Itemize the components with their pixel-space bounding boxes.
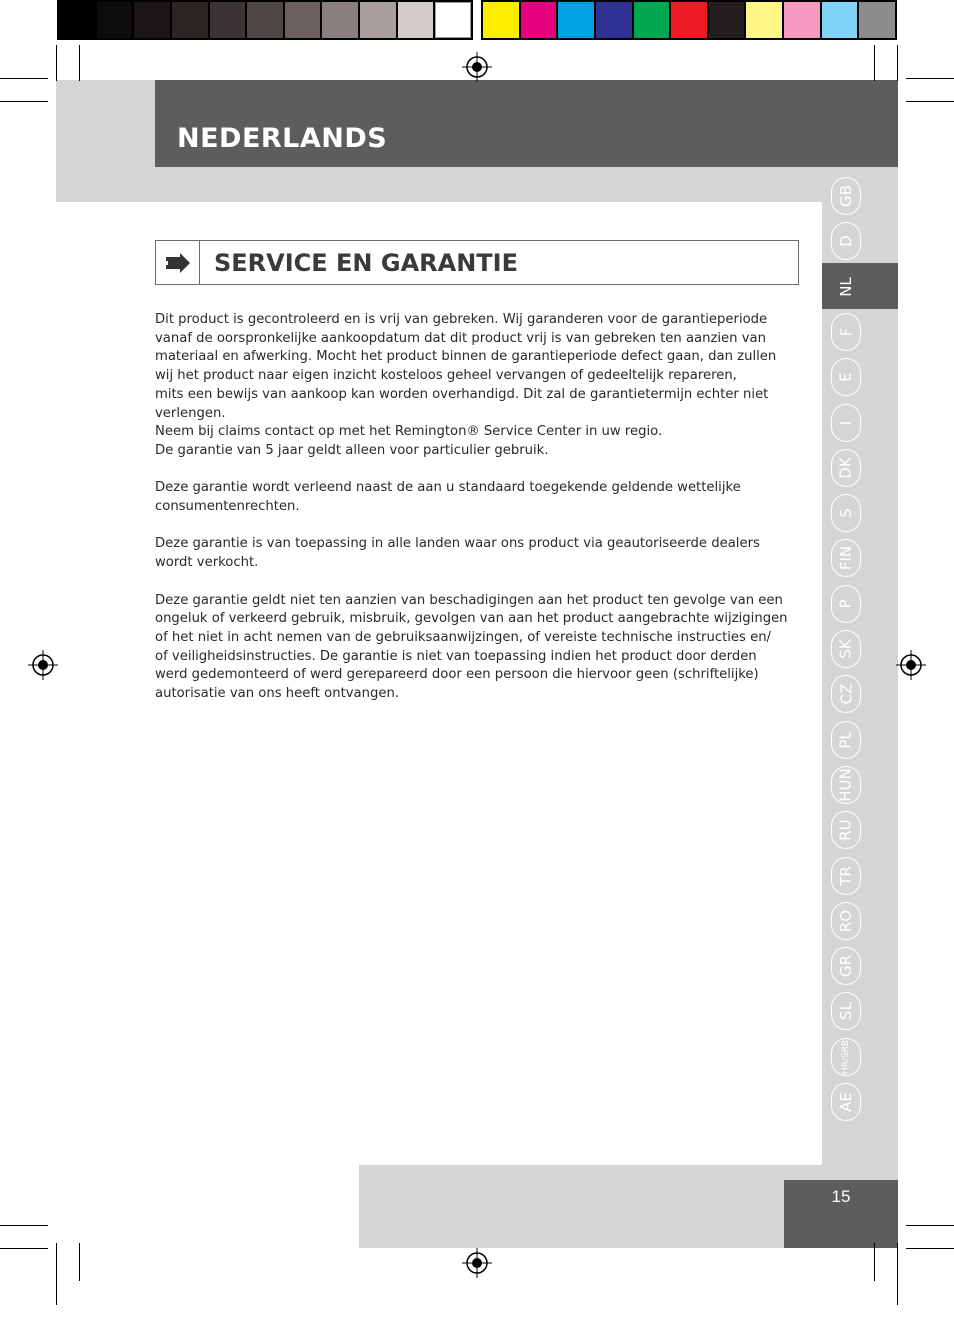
language-label: HUN: [837, 768, 856, 802]
language-label: F: [836, 327, 855, 337]
registration-mark-icon: [28, 650, 58, 680]
language-label: GB: [836, 185, 855, 207]
language-label: SL: [836, 1002, 855, 1021]
crop-mark: [906, 101, 954, 102]
language-tab-hun[interactable]: [831, 766, 861, 804]
language-label: P: [836, 599, 855, 609]
color-swatch: [746, 2, 782, 38]
color-swatch: [822, 2, 858, 38]
color-swatch: [558, 2, 594, 38]
crop-mark: [0, 78, 48, 79]
language-label: S: [837, 508, 855, 518]
crop-mark: [79, 1243, 80, 1281]
registration-mark-icon: [462, 52, 492, 82]
crop-mark: [906, 1225, 954, 1226]
color-swatch: [360, 2, 396, 38]
language-tab-ru[interactable]: [831, 811, 861, 849]
color-swatch: [134, 2, 170, 38]
color-swatch: [709, 2, 745, 38]
crop-mark: [906, 78, 954, 79]
paragraph: Deze garantie is van toepassing in alle landen waar ons product via geautoriseerde dealers wordt verkocht.: [155, 536, 760, 571]
color-swatch: [322, 2, 358, 38]
language-tab-tr[interactable]: [831, 857, 861, 895]
section-title: SERVICE EN GARANTIE: [214, 249, 518, 277]
grayscale-swatches: [57, 0, 473, 40]
crop-mark: [897, 1243, 898, 1305]
body-text: [155, 311, 803, 722]
color-swatch: [210, 2, 246, 38]
language-tab-gb[interactable]: [831, 177, 861, 215]
language-label: SK: [836, 639, 855, 659]
crop-mark: [874, 45, 875, 81]
language-label: RO: [836, 909, 855, 932]
language-tab-p[interactable]: [831, 585, 861, 623]
color-swatch: [172, 2, 208, 38]
crop-mark: [0, 1248, 48, 1249]
language-tab-d[interactable]: [831, 222, 861, 260]
crop-mark: [897, 45, 898, 81]
language-label: GR: [836, 955, 855, 978]
color-swatch: [247, 2, 283, 38]
language-tab-cz[interactable]: [831, 675, 861, 713]
crop-mark: [79, 45, 80, 81]
language-label: HR/SRB: [841, 1039, 852, 1074]
language-tab-s[interactable]: [831, 494, 861, 532]
language-tab-sl[interactable]: [831, 992, 861, 1030]
registration-mark-icon: [896, 650, 926, 680]
language-label: I: [837, 420, 855, 425]
language-label: PL: [837, 730, 855, 749]
language-tab-ae[interactable]: [831, 1083, 861, 1121]
color-swatch: [59, 2, 95, 38]
crop-mark: [0, 1225, 48, 1226]
language-tab-pl[interactable]: [831, 721, 861, 759]
language-tab-i[interactable]: [831, 404, 861, 442]
color-swatch: [483, 2, 519, 38]
language-tab-fin[interactable]: [831, 539, 861, 577]
paragraph: Dit product is gecontroleerd en is vrij van gebreken. Wij garanderen voor de garantieperiode vanaf de oorspronkelijke aankoopdatum dat dit product vrij is van gebreken ten aanzien van materiaal en afwerking. Mocht het product binnen de garantieperiode defect gaan, dan zullen wij het product naar eigen inzicht kosteloos geheel vervangen of gedeeltelijk repareren, mits een bewijs van aankoop kan worden overhandigd. Dit zal de garantietermijn echter niet verlengen. Neem bij claims contact op met het Remington® Service Center in uw regio. De garantie van 5 jaar geldt alleen voor particulier gebruik.: [155, 312, 777, 458]
color-swatch: [435, 2, 471, 38]
color-swatch: [285, 2, 321, 38]
language-tabs: [822, 167, 898, 1165]
language-label: DK: [836, 457, 855, 479]
language-label: TR: [837, 865, 855, 886]
color-swatch: [521, 2, 557, 38]
color-swatch: [784, 2, 820, 38]
color-swatch: [398, 2, 434, 38]
crop-mark: [56, 45, 57, 81]
title-bar: [155, 80, 898, 167]
language-tab-e[interactable]: [831, 358, 861, 396]
language-tab-ro[interactable]: [831, 902, 861, 940]
color-swatch: [859, 2, 895, 38]
language-label: AE: [837, 1092, 855, 1112]
language-label: D: [837, 235, 855, 248]
color-swatch: [97, 2, 133, 38]
language-label: RU: [837, 819, 855, 841]
color-swatch: [596, 2, 632, 38]
color-calibration-bar: [57, 0, 897, 40]
color-swatch: [634, 2, 670, 38]
language-label: NL: [836, 276, 855, 297]
registration-mark-icon: [462, 1248, 492, 1278]
section-header: [155, 240, 799, 285]
crop-mark: [56, 1243, 57, 1305]
language-label: CZ: [837, 683, 855, 705]
language-tab-gr[interactable]: [831, 947, 861, 985]
language-tab-sk[interactable]: [831, 630, 861, 668]
page-title: NEDERLANDS: [177, 123, 388, 154]
language-tab-nl[interactable]: [831, 268, 861, 306]
color-swatch: [671, 2, 707, 38]
language-label: FIN: [837, 546, 855, 571]
language-label: E: [836, 372, 855, 382]
page-number-box: [784, 1180, 898, 1248]
page-number: 15: [831, 1187, 851, 1206]
language-tab-hr-srb[interactable]: [831, 1038, 861, 1076]
language-tab-dk[interactable]: [831, 449, 861, 487]
arrow-right-icon: [164, 251, 192, 275]
crop-mark: [874, 1243, 875, 1281]
crop-mark: [0, 101, 48, 102]
color-swatches: [481, 0, 897, 40]
language-tab-f[interactable]: [831, 313, 861, 351]
section-icon-box: [156, 241, 200, 284]
paragraph: Deze garantie geldt niet ten aanzien van beschadigingen aan het product ten gevolge van een ongeluk of verkeerd gebruik, misbruik, gevolgen van aan het product aangebrachte wijzigingen of het niet in acht nemen van de gebruiksaanwijzingen, of vereiste technische instructies en/ of veiligheidsinstructies. De garantie is niet van toepassing indien het product door derden werd gedemonteerd of werd gerepareerd door een persoon die hiervoor geen (schriftelijke) autorisatie van ons heeft ontvangen.: [155, 592, 788, 702]
paragraph: Deze garantie wordt verleend naast de aan u standaard toegekende geldende wettelijke consumentenrechten.: [155, 480, 741, 515]
crop-mark: [906, 1248, 954, 1249]
